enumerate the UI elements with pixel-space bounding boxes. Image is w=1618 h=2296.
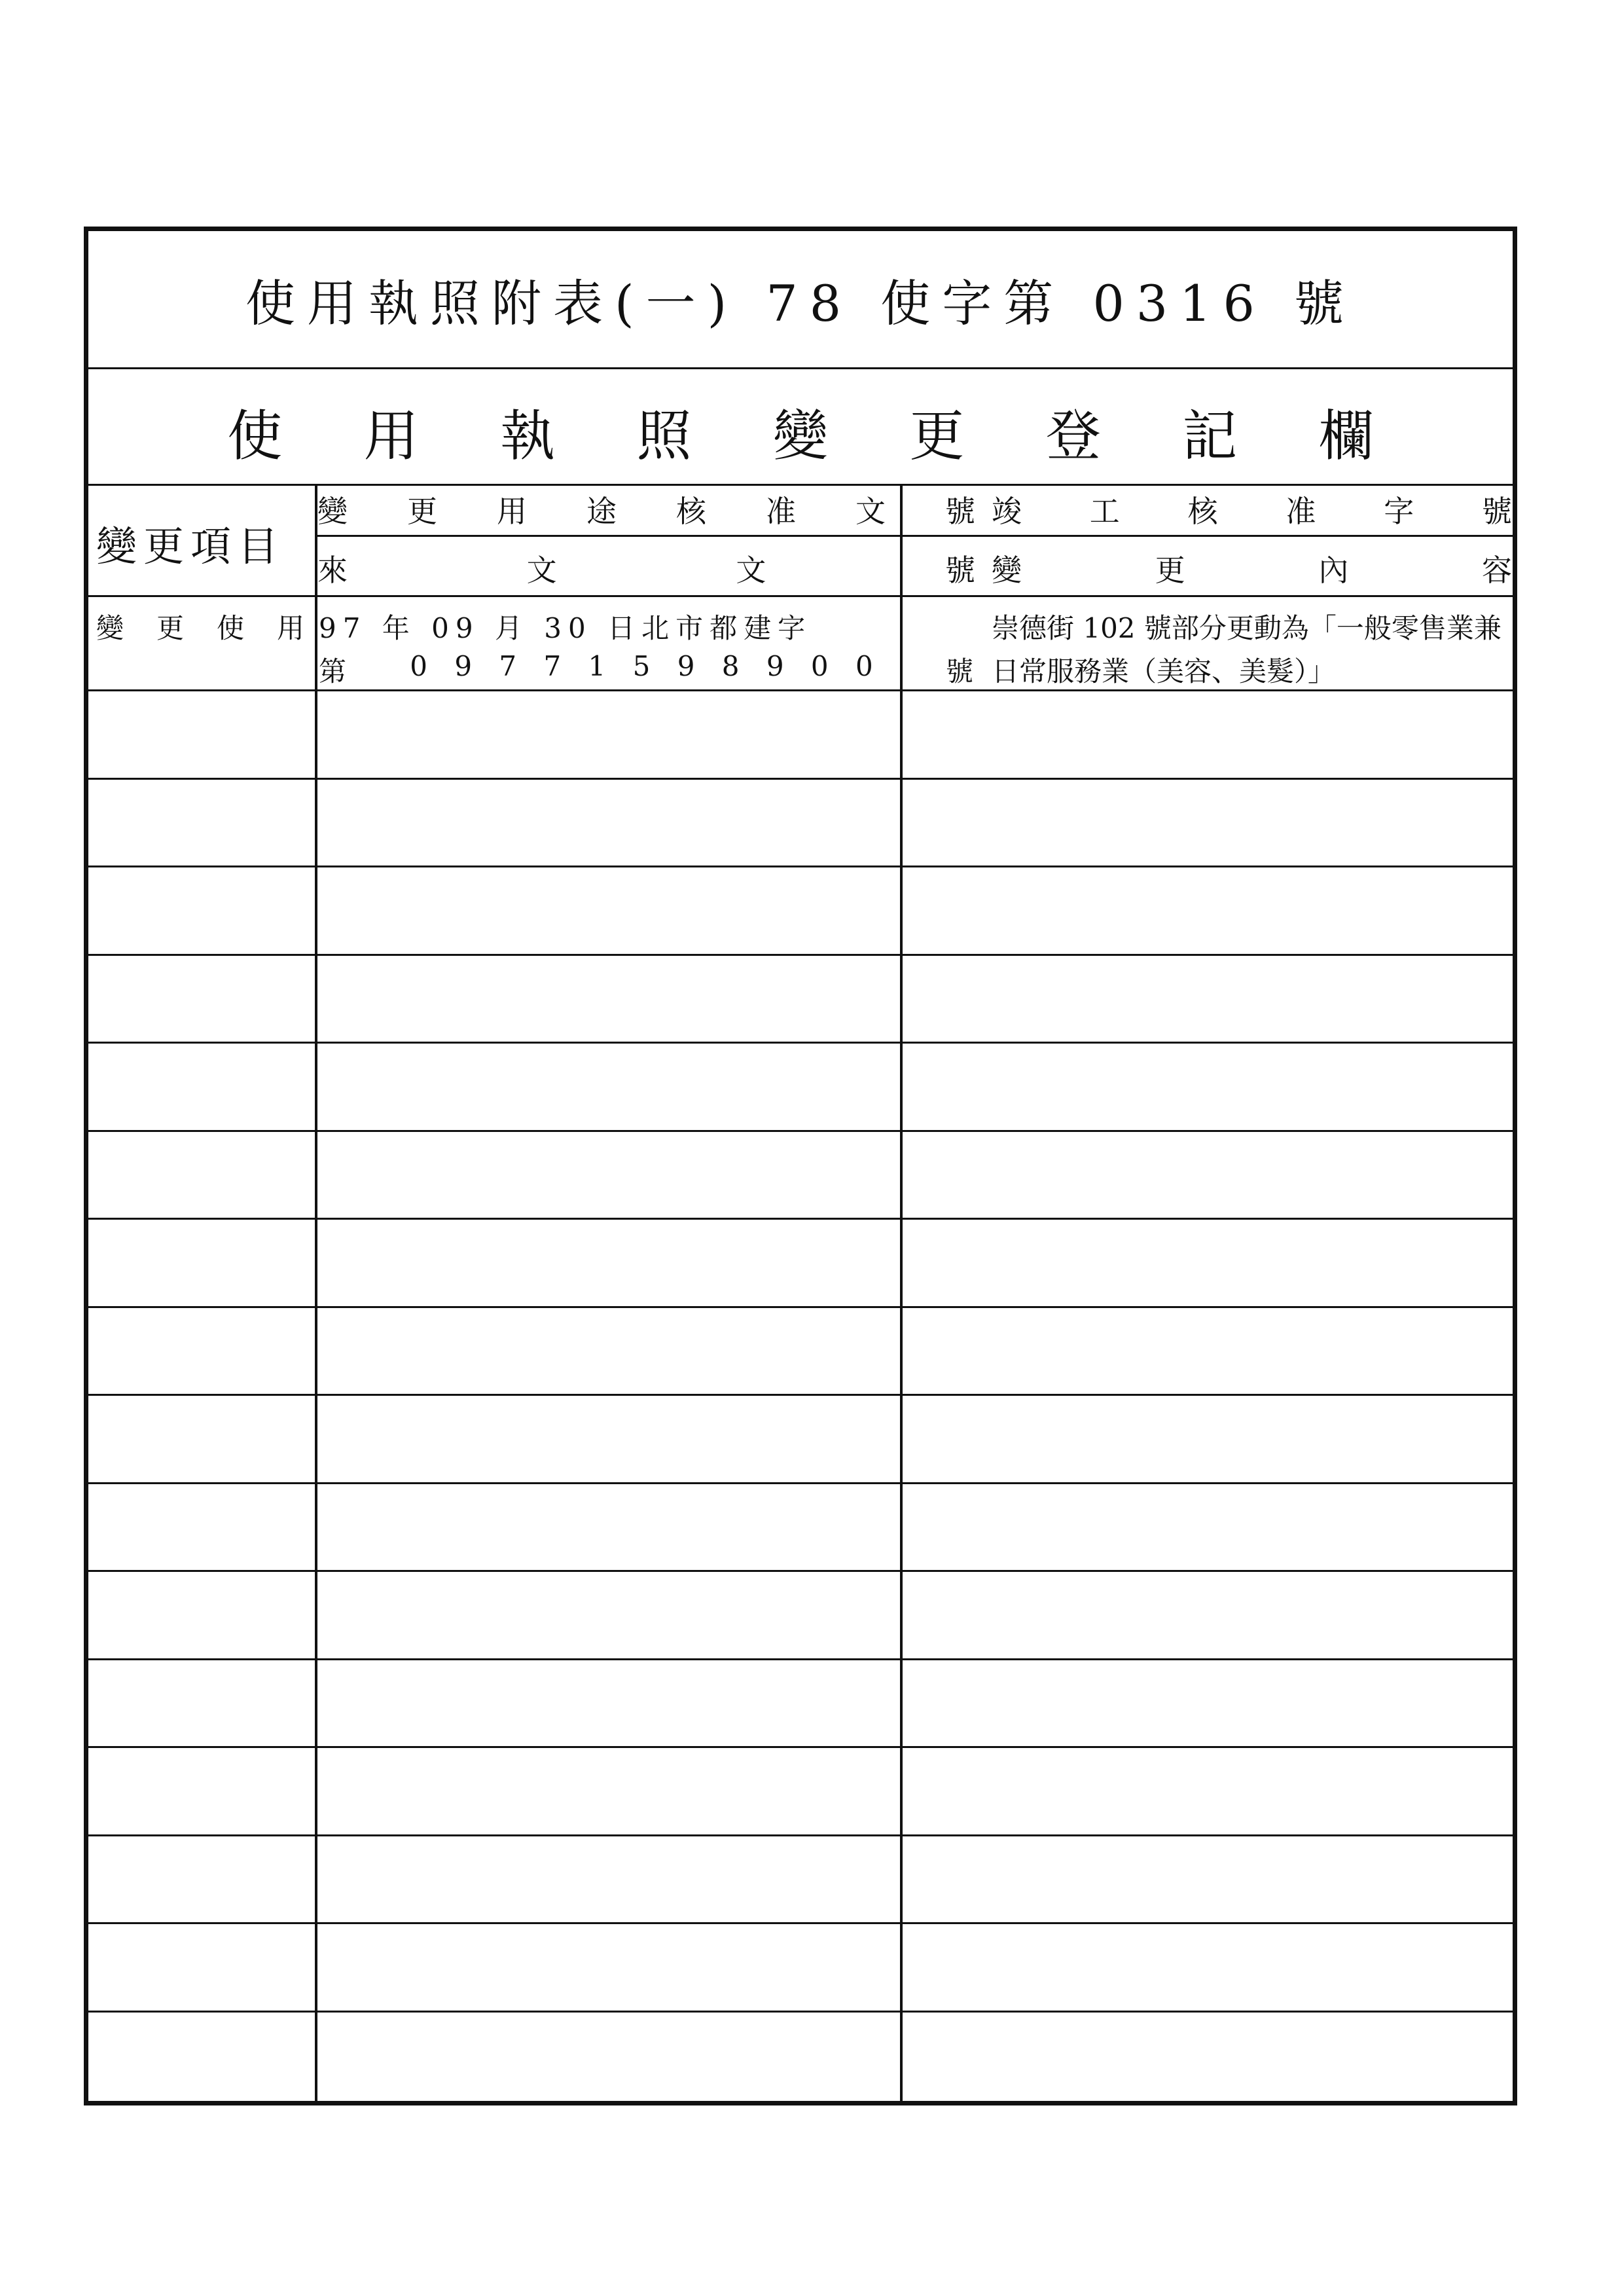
header-char: 字 — [1384, 494, 1414, 529]
header-change-item: 變更項目 — [96, 522, 285, 570]
row-item-char: 變 — [96, 612, 124, 644]
row-content-line1: 崇德街 102 號部分更動為「一般零售業兼 — [992, 612, 1501, 644]
header-char: 變 — [992, 553, 1022, 588]
table-row-divider — [88, 689, 1513, 691]
table-row-divider — [88, 1042, 1513, 1044]
header-subdivider — [315, 535, 1513, 537]
header-char: 文 — [736, 553, 766, 588]
header-char: 容 — [1481, 553, 1512, 588]
header-change-content — [992, 547, 1512, 590]
header-char: 准 — [766, 494, 796, 529]
header-char: 更 — [407, 494, 437, 529]
table-row-divider — [88, 1306, 1513, 1308]
table-row-divider — [88, 778, 1513, 780]
header-char: 用 — [497, 494, 527, 529]
header-char: 來 — [317, 553, 348, 588]
section-title-char: 使 — [227, 404, 283, 468]
column-divider — [315, 484, 317, 2101]
row-item — [96, 607, 304, 646]
section-title-char: 登 — [1045, 404, 1101, 468]
header-char: 核 — [1187, 494, 1218, 529]
row-doc-line1: 97 年 09 月 30 日北市都建字 — [319, 612, 812, 644]
table-row-divider — [88, 1482, 1513, 1484]
section-title-char: 欄 — [1318, 404, 1374, 468]
section-title-char: 用 — [363, 404, 419, 468]
table-row-divider — [88, 1570, 1513, 1572]
section-title-char: 記 — [1182, 404, 1238, 468]
header-char: 工 — [1089, 494, 1120, 529]
header-char: 途 — [586, 494, 617, 529]
divider — [88, 367, 1513, 369]
header-char: 號 — [945, 494, 975, 529]
divider — [88, 484, 1513, 486]
section-title-char: 更 — [909, 404, 965, 468]
section-title-char: 執 — [500, 404, 556, 468]
column-divider — [900, 484, 903, 2101]
header-approval-doc-number — [317, 488, 975, 531]
table-row-divider — [88, 1834, 1513, 1836]
header-char: 准 — [1285, 494, 1316, 529]
table-row-divider — [88, 866, 1513, 867]
table-row-divider — [88, 954, 1513, 956]
table-row-divider — [88, 1922, 1513, 1924]
header-completion-approval-number — [992, 488, 1512, 531]
header-char: 號 — [944, 553, 975, 588]
doc-prefix: 第 — [319, 655, 347, 687]
header-char: 變 — [317, 494, 348, 529]
table-row-divider — [88, 1394, 1513, 1396]
doc-suffix: 號 — [945, 655, 973, 687]
header-char: 竣 — [992, 494, 1022, 529]
row-doc-line2 — [319, 650, 973, 689]
header-char: 核 — [676, 494, 706, 529]
header-char: 文 — [526, 553, 557, 588]
row-item-char: 使 — [216, 612, 244, 644]
header-char: 更 — [1155, 553, 1185, 588]
table-row-divider — [88, 2011, 1513, 2013]
change-registration-form — [84, 227, 1517, 2105]
row-content-line2: 日常服務業（美容、美髮）」 — [992, 655, 1336, 687]
row-item-char: 用 — [276, 612, 304, 644]
section-title-char: 變 — [772, 404, 828, 468]
table-row-divider — [88, 1218, 1513, 1220]
row-item-char: 更 — [156, 612, 184, 644]
document-title: 使用執照附表(一) 78 使字第 0316 號 — [245, 274, 1356, 333]
header-char: 文 — [855, 494, 886, 529]
section-title-char: 照 — [636, 404, 692, 468]
doc-number: 0 9 7 7 1 5 9 8 9 0 0 — [410, 650, 882, 682]
header-char: 內 — [1318, 553, 1349, 588]
table-row-divider — [88, 1746, 1513, 1748]
header-char: 號 — [1481, 494, 1512, 529]
header-divider — [88, 595, 1513, 597]
section-title — [88, 392, 1513, 471]
table-row-divider — [88, 1130, 1513, 1132]
header-incoming-doc-number — [317, 547, 975, 590]
table-row-divider — [88, 1658, 1513, 1660]
